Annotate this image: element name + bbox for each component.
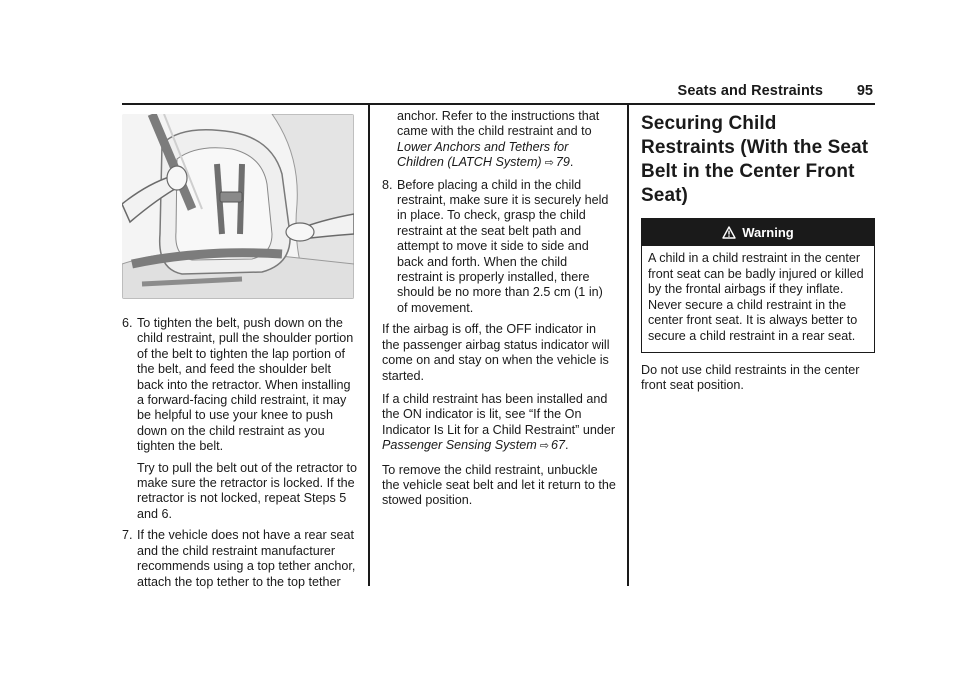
- page-reference-icon: ⇨: [544, 157, 554, 170]
- child-seat-illustration-icon: [122, 114, 354, 299]
- reference-page-number[interactable]: 67: [550, 438, 565, 453]
- warning-label: Warning: [742, 224, 794, 240]
- sentence-end: .: [564, 438, 569, 453]
- warning-header: [642, 219, 874, 246]
- column-divider-left: [368, 104, 370, 586]
- step-text: If the vehicle does not have a rear seat and the child restraint manufacturer recommends using a top tether anchor, attach the top tether to the top tether: [137, 528, 356, 589]
- header-section-title: Seats and Restraints: [677, 83, 823, 99]
- column-3: [641, 112, 875, 401]
- latch-reference-link[interactable]: Lower Anchors and Tethers for Children (LATCH System): [397, 139, 569, 170]
- reference-page-number[interactable]: 79: [555, 155, 570, 170]
- remove-restraint-paragraph: To remove the child restraint, unbuckle the vehicle seat belt and let it return to the stowed position.: [382, 462, 616, 508]
- step-number: 7.: [122, 528, 133, 543]
- step-6: [122, 316, 358, 455]
- page-header: [122, 80, 875, 102]
- warning-box: [641, 218, 875, 353]
- step-7: [122, 528, 358, 590]
- step-text: Before placing a child in the child restraint, make sure it is securely held in place. To check, grasp the child restraint at the seat belt path and attempt to move it side to side and back and forth. When the child restraint is properly installed, there should be no more than 2.5 cm (1 in) of movement.: [397, 177, 609, 315]
- warning-text: A child in a child restraint in the center front seat can be badly injured or killed by the frontal airbags if they inflate. Never secure a child restraint in the center front seat. It is always better to secure a child restraint in a rear seat.: [648, 251, 864, 343]
- step-number: 6.: [122, 316, 133, 330]
- header-page-number: 95: [856, 83, 873, 99]
- step-6-note: Try to pull the belt out of the retractor to make sure the retractor is locked. If the retractor is not locked, repeat Steps 5 and 6.: [137, 460, 358, 521]
- column-1: [122, 316, 358, 596]
- step-7-continued-text: anchor. Refer to the instructions that came with the child restraint and to: [397, 109, 600, 139]
- page-reference-icon: ⇨: [539, 440, 549, 453]
- column-divider-right: [627, 104, 629, 586]
- passenger-sensing-reference-link[interactable]: Passenger Sensing System: [382, 438, 537, 453]
- center-seat-paragraph: Do not use child restraints in the center front seat position.: [641, 362, 860, 392]
- column-2: [382, 109, 616, 517]
- on-indicator-paragraph: [382, 392, 616, 455]
- sentence-end: .: [569, 155, 574, 170]
- step-7-continued: [397, 109, 616, 172]
- header-rule: [122, 103, 875, 105]
- step-number: 8.: [382, 177, 393, 192]
- step-8: [382, 178, 616, 317]
- on-indicator-text: If a child restraint has been installed and the ON indicator is lit, see “If the On Indicator Is Lit for a Child Restraint” under: [382, 391, 616, 437]
- step-text: To tighten the belt, push down on the child restraint, pull the shoulder portion of the belt to tighten the lap portion of the belt, and feed the shoulder belt back into the retractor. When installing a forward-facing child restraint, it may be helpful to use your knee to push down on the child restraint as you tighten the belt.: [137, 316, 354, 454]
- warning-icon: [722, 226, 736, 240]
- section-title: Securing Child Restraints (With the Seat Belt in the Center Front Seat): [641, 113, 869, 206]
- airbag-off-paragraph: If the airbag is off, the OFF indicator in the passenger airbag status indicator will come on and stay on when the vehicle is started.: [382, 322, 610, 383]
